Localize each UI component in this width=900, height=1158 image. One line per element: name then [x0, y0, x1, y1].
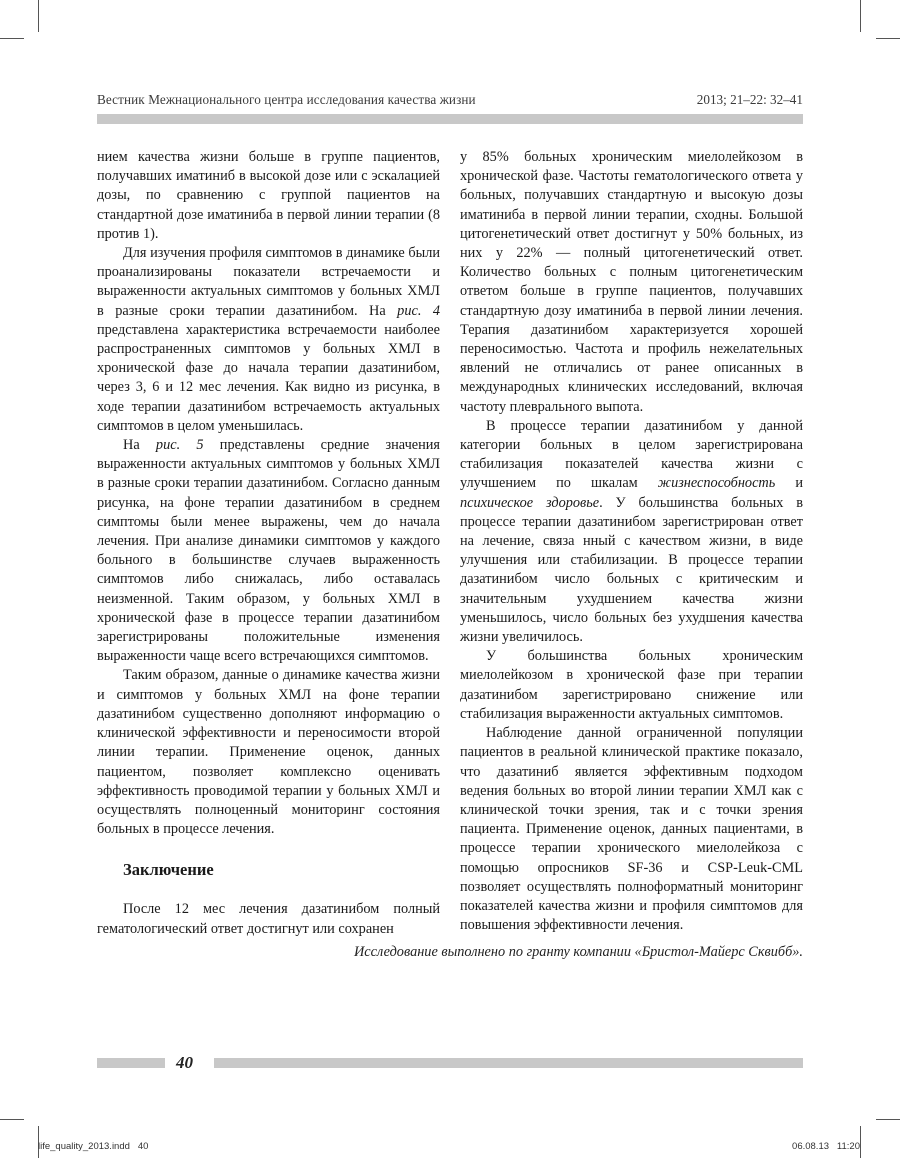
paragraph: После 12 мес лечения дазатинибом полный гематологический ответ достигнут или сохранен — [97, 901, 440, 937]
scale-name: психическое здоровье — [460, 494, 600, 511]
text-run: На — [123, 437, 156, 454]
header-rule — [97, 114, 803, 124]
paragraph — [460, 417, 803, 647]
paragraph: Таким образом, данные о динамике качества жизни и симптомов у больных ХМЛ на фоне терапии дазатинибом существенно дополняют информацию о клинической эффективности и переносимости второй линии терапии. Применение оценок, данных пациентом, позволяет комплексно оценивать эффективность проводимой терапии у больных ХМЛ и осуществлять полноценный мониторинг состояния больных в процессе лечения. — [97, 667, 440, 838]
crop-mark — [0, 38, 24, 39]
crop-mark — [876, 38, 900, 39]
scale-name: жизнеспособность — [657, 475, 776, 492]
paragraph: нием качества жизни больше в группе пациентов, получавших иматиниб в высокой дозе или с эскалацией дозы, по сравнению с группой пациентов на стандартной дозе иматиниба в первой линии терапии (8 против 1). — [97, 149, 440, 242]
text-run: представлена характеристика встречаемости наиболее распространенных симптомов у больных ХМЛ в хронической фазе до начала терапии дазатинибом, через 3, 6 и 12 мес лечения. Как видно из рисунка, в ходе терапии дазатинибом встречаемость актуальных симптомов в целом уменьшилась. — [97, 321, 440, 434]
text-run: . У большинства больных в процессе терапии дазатинибом зарегистрирован ответ на лечение, связа нный с качеством жизни, в виде улучшения или стабилизации. В процессе терапии дазатинибом число больных с критическим и значительным ухудшением качества жизни уменьшилось, число больных без ухудшения качества жизни увеличилось. — [460, 494, 803, 646]
paragraph: У большинства больных хроническим миелолейкозом в хронической фазе при терапии дазатинибом зарегистрировано снижение или стабилизация выраженности актуальных симптомов. — [460, 648, 803, 722]
funding-acknowledgment: Исследование выполнено по гранту компании «Бристол-Майерс Сквибб». — [353, 944, 803, 960]
crop-mark — [38, 0, 39, 32]
paragraph: у 85% больных хроническим миелолейкозом в хронической фазе. Частоты гематологического ответа у больных, получавших стандартную и высокую дозы иматиниба в первой линии терапии, сходны. Большой цитогенетический ответ достигнут у 50% больных, из них у 22% — полный цитогенетический ответ. Количество больных с полным цитогенетическим ответом больше в группе пациентов, получавших стандартную дозу иматиниба в первой линии лечения. Терапия дазатинибом характеризуется хорошей переносимостью. Частота и профиль нежелательных явлений не отличались от ранее описанных в международных клинических исследований, включая частоту плеврального выпота. — [460, 149, 803, 415]
text-run: Для изучения профиля симптомов в динамике были проанализированы показатели встречаемости и выраженности актуальных симптомов у больных ХМЛ в разные сроки терапии дазатинибом. На — [97, 245, 440, 319]
section-heading: Заключение — [123, 860, 214, 880]
crop-mark — [860, 1126, 861, 1158]
crop-mark — [876, 1119, 900, 1120]
left-column — [97, 148, 440, 939]
page-number: 40 — [176, 1053, 193, 1072]
journal-title: Вестник Межнационального центра исследования качества жизни — [97, 92, 476, 107]
text-run: В процессе терапии дазатинибом у данной категории больных в целом зарегистрирована стабилизация показателей качества жизни с улучшением по шкалам — [460, 417, 803, 492]
crop-mark — [0, 1119, 24, 1120]
text-run: и — [775, 475, 803, 492]
paragraph — [97, 244, 440, 436]
figure-reference: рис. 5 — [155, 437, 204, 454]
figure-reference: рис. 4 — [397, 302, 440, 319]
text-run: представлены средние значения выраженности актуальных симптомов у больных ХМЛ в разные сроки терапии дазатинибом. Согласно данным рисунка, на фоне терапии дазатинибом в среднем симптомы были менее выражены, чем до начала лечения. При анализе динамики симптомов у каждого больного в большинстве случаев выраженность симптомов либо снижалась, либо оставалась неизменной. Таким образом, у больных ХМЛ в хронической фазе в процессе терапии дазатинибом зарегистрированы положительные изменения выраженности чаще всего встречающихся симптомов. — [97, 437, 440, 665]
crop-mark — [860, 0, 861, 32]
print-slug-timestamp: 06.08.13 11:20 — [792, 1141, 860, 1152]
issue-citation: 2013; 21–22: 32–41 — [696, 92, 803, 107]
footer-rule-right — [214, 1058, 803, 1068]
running-head — [97, 92, 803, 112]
paragraph — [97, 436, 440, 666]
paragraph: Наблюдение данной ограниченной популяции пациентов в реальной клинической практике показало, что дазатиниб является эффективным подходом ведения больных во второй линии терапии ХМЛ как с клинической точки зрения, так и с точки зрения пациента. Применение оценок, данных пациентами, в процессе терапии хронического миелолейкоза с помощью опросников SF-36 и CSP-Leuk-CML позволяет осуществлять полноформатный мониторинг показателей качества жизни и профиля симптомов для повышения эффективности лечения. — [460, 725, 803, 934]
footer-rule-left — [97, 1058, 165, 1068]
print-slug-file: life_quality_2013.indd 40 — [38, 1141, 149, 1152]
right-column — [460, 148, 803, 935]
